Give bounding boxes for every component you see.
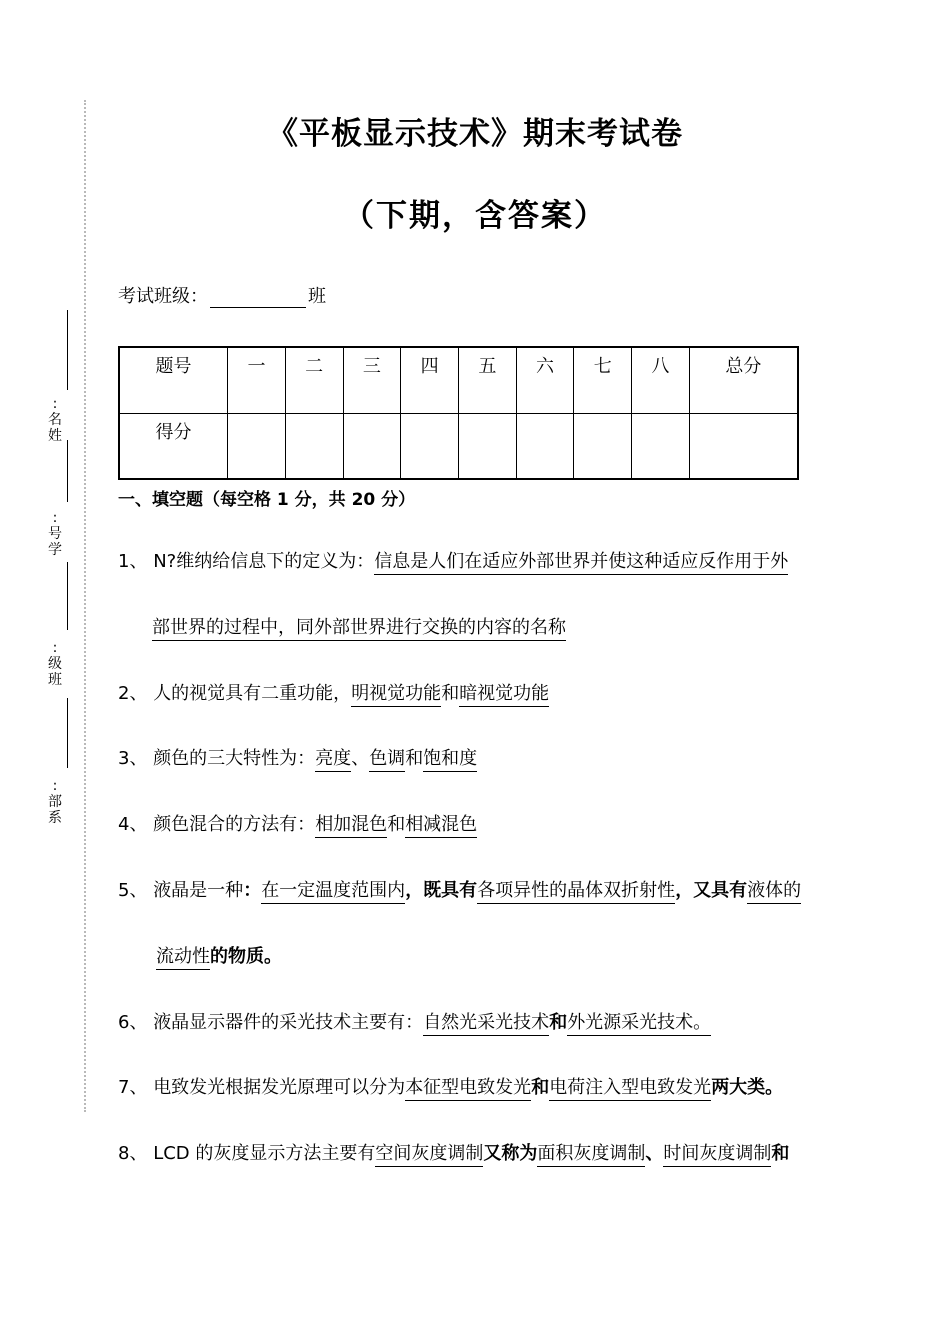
binding-class-label: :级班 <box>48 640 62 688</box>
score-table-header-row <box>119 347 798 413</box>
question-number: 6、 <box>118 1012 148 1033</box>
binding-dept-line <box>67 698 68 768</box>
conjunction: 和 <box>405 748 424 769</box>
score-cell[interactable] <box>689 413 798 479</box>
bold-text: 的物质。 <box>210 946 282 967</box>
bold-text: 和 <box>549 1012 568 1033</box>
score-header-cell: 三 <box>343 347 401 413</box>
separator: 、 <box>351 748 370 769</box>
answer-blank: 色调 <box>369 748 405 772</box>
question-number: 8、 <box>118 1143 148 1164</box>
bold-text: 和 <box>771 1143 790 1164</box>
score-header-cell: 四 <box>401 347 459 413</box>
binding-id-label: :号学 <box>48 510 62 558</box>
score-header-cell: 总分 <box>689 347 798 413</box>
answer-blank: 电荷注入型电致发光 <box>549 1077 711 1101</box>
question-text: 人的视觉具有二重功能， <box>153 683 352 704</box>
conjunction: 和 <box>387 814 406 835</box>
answer-blank: 相减混色 <box>405 814 477 838</box>
answer-blank: 空间灰度调制 <box>375 1143 483 1167</box>
question-text: N?维纳给信息下的定义为： <box>153 551 375 572</box>
question-text: 电致发光根据发光原理可以分为 <box>153 1077 406 1098</box>
answer-blank: 本征型电致发光 <box>405 1077 531 1101</box>
score-cell[interactable] <box>228 413 286 479</box>
question-6 <box>118 1010 711 1036</box>
conjunction: 和 <box>441 683 460 704</box>
binding-class-line <box>67 562 68 630</box>
question-number: 5、 <box>118 880 148 901</box>
score-header-cell: 五 <box>458 347 516 413</box>
question-number: 4、 <box>118 814 148 835</box>
question-7 <box>118 1075 783 1101</box>
binding-dotted-line <box>84 100 86 1112</box>
question-text: 液晶是一种 <box>153 880 244 901</box>
question-text: 液晶显示器件的采光技术主要有： <box>153 1012 424 1033</box>
answer-blank: 饱和度 <box>423 748 477 772</box>
score-cell[interactable] <box>458 413 516 479</box>
question-text: 颜色混合的方法有： <box>153 814 316 835</box>
binding-id-line <box>67 440 68 502</box>
answer-blank: 亮度 <box>315 748 351 772</box>
score-cell[interactable] <box>516 413 574 479</box>
question-number: 7、 <box>118 1077 148 1098</box>
answer-blank: 部世界的过程中，同外部世界进行交换的内容的名称 <box>152 617 566 641</box>
answer-blank: 外光源采光技术。 <box>567 1012 711 1036</box>
class-field-blank[interactable] <box>210 283 306 308</box>
section-heading: 一、填空题（每空格 1 分，共 20 分） <box>118 490 416 510</box>
answer-blank: 自然光采光技术 <box>423 1012 549 1036</box>
question-number: 1、 <box>118 551 148 572</box>
exam-subtitle: （下期，含答案） <box>343 198 607 234</box>
answer-blank: 流动性 <box>156 946 210 970</box>
answer-blank: 各项异性的晶体双折射性 <box>477 880 675 904</box>
score-cell[interactable] <box>401 413 459 479</box>
class-field-label: 考试班级： <box>118 286 208 307</box>
question-1 <box>118 549 788 575</box>
score-cell[interactable] <box>343 413 401 479</box>
binding-name-label: :名姓 <box>48 396 62 444</box>
score-header-cell: 六 <box>516 347 574 413</box>
score-cell[interactable] <box>632 413 690 479</box>
answer-blank: 相加混色 <box>315 814 387 838</box>
question-5 <box>118 878 801 904</box>
answer-blank: 时间灰度调制 <box>663 1143 771 1167</box>
question-5-continued <box>156 944 282 970</box>
question-8 <box>118 1141 789 1167</box>
score-table <box>118 346 799 480</box>
bold-text: 两大类。 <box>711 1077 784 1098</box>
score-row-label: 得分 <box>119 413 228 479</box>
bold-text: 、 <box>645 1143 664 1164</box>
question-number: 2、 <box>118 683 148 704</box>
score-header-cell: 题号 <box>119 347 228 413</box>
question-text: 颜色的三大特性为： <box>153 748 316 769</box>
class-field <box>118 282 326 308</box>
bold-text: 和 <box>531 1077 550 1098</box>
score-table-score-row <box>119 413 798 479</box>
answer-blank: 暗视觉功能 <box>459 683 549 707</box>
answer-blank: 面积灰度调制 <box>537 1143 645 1167</box>
answer-blank: 信息是人们在适应外部世界并使这种适应反作用于外 <box>374 551 788 575</box>
bold-text: 又称为 <box>483 1143 538 1164</box>
question-text: LCD 的灰度显示方法主要有 <box>153 1143 376 1164</box>
score-header-cell: 一 <box>228 347 286 413</box>
score-header-cell: 七 <box>574 347 632 413</box>
exam-title: 《平板显示技术》期末考试卷 <box>267 116 683 152</box>
answer-blank: 液体的 <box>747 880 801 904</box>
question-1-continued <box>152 615 566 641</box>
score-cell[interactable] <box>285 413 343 479</box>
bold-text: ： <box>243 880 262 901</box>
answer-blank: 明视觉功能 <box>351 683 441 707</box>
question-4 <box>118 812 477 838</box>
question-2 <box>118 681 549 707</box>
bold-text: ，既具有 <box>405 880 478 901</box>
bold-text: ，又具有 <box>675 880 748 901</box>
score-header-cell: 二 <box>285 347 343 413</box>
class-field-suffix: 班 <box>308 286 326 307</box>
question-3 <box>118 746 477 772</box>
binding-dept-label: :部系 <box>48 778 62 826</box>
binding-name-line <box>67 310 68 390</box>
question-number: 3、 <box>118 748 148 769</box>
score-header-cell: 八 <box>632 347 690 413</box>
score-cell[interactable] <box>574 413 632 479</box>
answer-blank: 在一定温度范围内 <box>261 880 405 904</box>
